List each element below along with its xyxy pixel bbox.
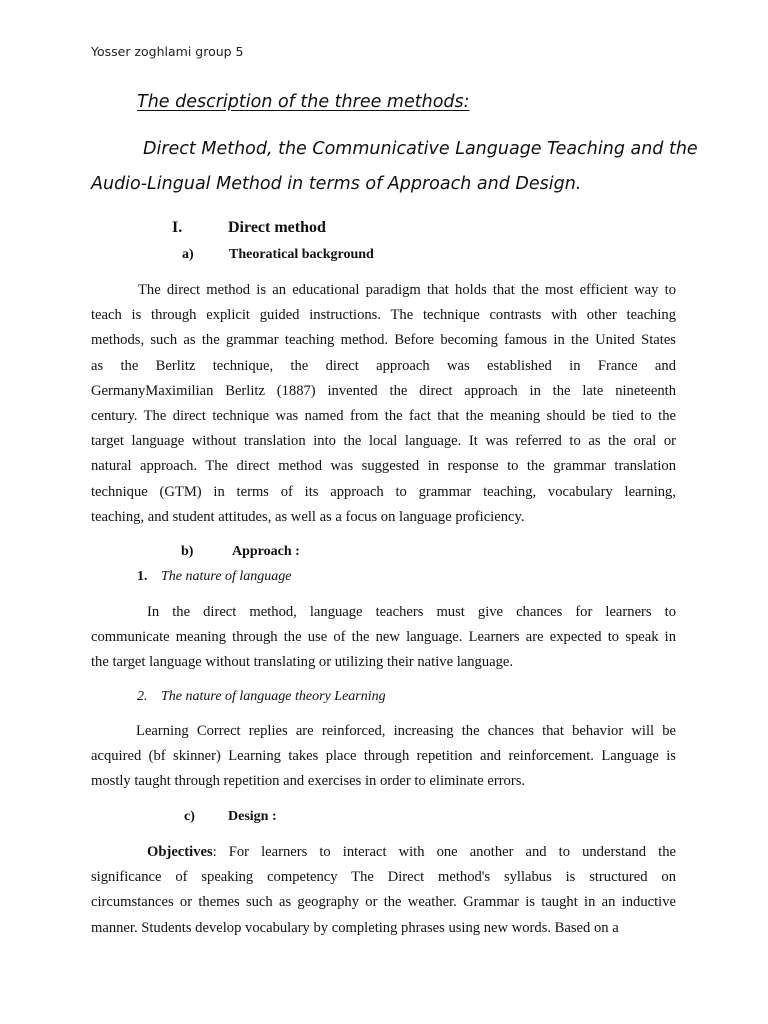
item-1-number: 1.	[137, 569, 148, 584]
paragraph-line: the target language without translating or utilizing their native language.	[91, 654, 514, 671]
paragraph-line: technique (GTM) in terms of its approach to grammar teaching, vocabulary learning,	[91, 483, 676, 500]
subsection-c-number: c)	[184, 809, 195, 824]
paragraph-line: teaching, and student attitudes, as well as a focus on language proficiency.	[91, 508, 525, 525]
section-title: Direct method	[228, 219, 326, 236]
section-number: I.	[172, 219, 183, 236]
subtitle-line-1: Direct Method, the Communicative Language Teaching and the	[143, 139, 698, 159]
paragraph-line	[91, 840, 676, 865]
paragraph-line: Learning Correct replies are reinforced, increasing the chances that behavior will be	[136, 723, 676, 739]
page-header: Yosser zoghlami group 5	[91, 44, 244, 59]
item-2-number: 2.	[137, 689, 148, 704]
paragraph-line-text: : For learners to interact with one another and to understand the	[212, 844, 676, 860]
paragraph-line: methods, such as the grammar teaching method. Before becoming famous in the United States	[91, 332, 676, 349]
subsection-a-title: Theoratical background	[229, 247, 374, 262]
paragraph-line: century. The direct technique was named from the fact that the meaning should be tied to the	[91, 407, 676, 424]
item-1-title: The nature of language	[161, 569, 292, 584]
paragraph-line: manner. Students develop vocabulary by completing phrases using new words. Based on a	[91, 919, 619, 936]
item-2-title: The nature of language theory Learning	[161, 689, 386, 704]
paragraph-line: circumstances or themes such as geography or the weather. Grammar is taught in an inductive	[91, 894, 676, 911]
paragraph-theoretical-background	[91, 278, 676, 530]
subtitle-line-2: Audio-Lingual Method in terms of Approach and Design.	[91, 174, 582, 194]
subsection-c-title: Design :	[228, 809, 277, 824]
paragraph-line: significance of speaking competency The Direct method's syllabus is structured on	[91, 869, 676, 886]
subsection-b-title: Approach :	[232, 544, 300, 559]
paragraph-nature-of-language	[91, 600, 676, 676]
paragraph-line: acquired (bf skinner) Learning takes place through repetition and reinforcement. Language is	[91, 748, 676, 765]
document-title: The description of the three methods:	[137, 92, 470, 112]
paragraph-language-learning	[91, 719, 676, 795]
paragraph-line: teach is through explicit guided instructions. The technique contrasts with other teaching	[91, 307, 676, 324]
subsection-a-number: a)	[182, 247, 194, 262]
objectives-label: Objectives	[147, 844, 213, 860]
paragraph-line: natural approach. The direct method was suggested in response to the grammar translation	[91, 458, 676, 475]
paragraph-line: communicate meaning through the use of the new language. Learners are expected to speak in	[91, 629, 676, 646]
paragraph-objectives	[91, 840, 676, 941]
paragraph-line: GermanyMaximilian Berlitz (1887) invented the direct approach in the late nineteenth	[91, 382, 676, 399]
paragraph-line: The direct method is an educational paradigm that holds that the most efficient way to	[138, 282, 676, 298]
paragraph-line: as the Berlitz technique, the direct approach was established in France and	[91, 357, 676, 374]
subsection-b-number: b)	[181, 544, 194, 559]
paragraph-line: In the direct method, language teachers must give chances for learners to	[147, 604, 676, 620]
paragraph-line: mostly taught through repetition and exercises in order to eliminate errors.	[91, 773, 526, 790]
paragraph-line: target language without translation into the local language. It was referred to as the oral or	[91, 433, 676, 450]
